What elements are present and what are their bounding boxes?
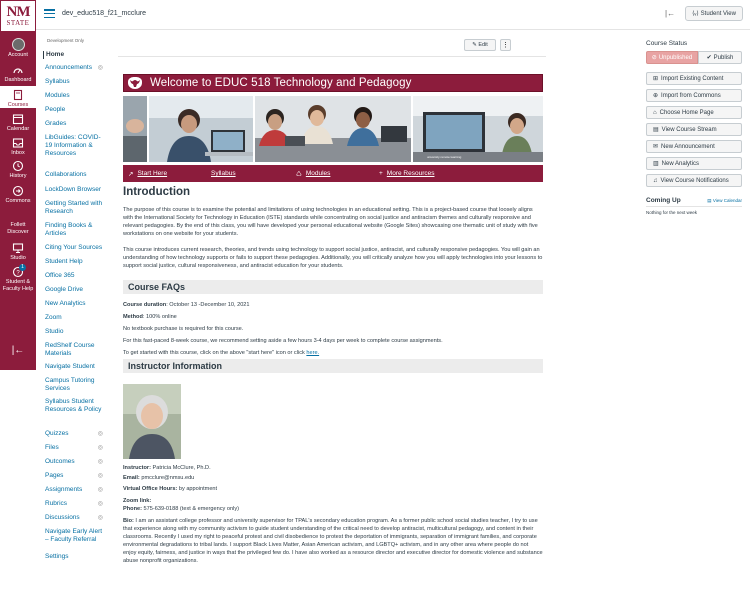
course-nav-label: Navigate Early Alert – Faculty Referral	[45, 528, 103, 543]
course-nav-item[interactable]	[43, 106, 105, 114]
course-action-label: View Course Stream	[661, 126, 717, 133]
instructor-heading: Instructor Information	[123, 359, 543, 373]
student-view-icon: ⟨ᵥ⟩	[692, 11, 699, 17]
phone-value: 575-639-0188 (text & emergency only)	[141, 506, 239, 512]
course-nav-item[interactable]	[43, 363, 105, 371]
email-label: Email:	[123, 475, 140, 481]
course-nav-item[interactable]	[43, 472, 105, 480]
hidden-eye-icon: ◎	[97, 445, 103, 451]
global-nav-help[interactable]	[0, 266, 36, 292]
import-icon: ⊞	[653, 76, 659, 82]
syllabus-link[interactable]	[211, 170, 236, 177]
intro-paragraph-1: The purpose of this course is to examine the potential and limitations of using technologies in an educational setting. This is a project-based course that loosely aligns with the International Society for Technology in Education (ISTE) standards while concentrating on social justice and antiracism themes and culturally responsive and relevant pedagogies. By the end of this class, you will have developed your personal educational website (Google Sites) showcasing one thematic unit of study with five workstations on one website for your students.	[123, 207, 538, 237]
hero-caption: university remote learning	[427, 155, 462, 159]
course-nav-item[interactable]	[43, 134, 105, 158]
divider	[118, 56, 546, 57]
logo-bottom: STATE	[6, 19, 30, 27]
course-nav-label: Citing Your Sources	[45, 244, 103, 251]
here-link[interactable]: here.	[306, 350, 320, 356]
home-icon: ⌂	[653, 109, 657, 116]
course-nav-item[interactable]	[43, 514, 105, 522]
hidden-eye-icon: ◎	[97, 431, 103, 437]
hamburger-menu-icon[interactable]	[44, 9, 55, 18]
instructor-label: Instructor:	[123, 465, 151, 471]
course-action-button[interactable]	[646, 106, 742, 119]
hidden-eye-icon: ◎	[97, 65, 103, 71]
welcome-banner	[123, 74, 543, 92]
course-nav-label: Syllabus	[45, 78, 70, 85]
student-view-button[interactable]	[685, 6, 743, 21]
global-nav-label: Inbox	[11, 150, 25, 156]
course-nav-item[interactable]	[43, 342, 105, 358]
global-nav-label: History	[9, 173, 27, 179]
course-status-toggle	[646, 51, 742, 64]
global-nav-label: Studio	[10, 255, 26, 261]
email-value: pmcclure@nmsu.edu	[139, 475, 195, 481]
course-nav-label: Outcomes	[45, 458, 75, 465]
unpublish-label: Unpublished	[658, 54, 693, 61]
fast-paced-note: For this fast-paced 8-week course, we recommend setting aside a few hours 3-4 days per week to complete course assignments.	[123, 338, 443, 344]
global-nav-label: Dashboard	[4, 77, 32, 83]
duration-label: Course duration	[123, 302, 167, 308]
global-nav-label: Courses	[7, 102, 29, 108]
course-nav-item[interactable]	[43, 553, 105, 561]
method-value: : 100% online	[142, 314, 177, 320]
course-nav-label: Files	[45, 444, 59, 451]
link-label: Start Here	[137, 170, 168, 177]
commons-icon: ⊕	[653, 93, 659, 99]
course-nav-item[interactable]	[43, 430, 105, 438]
course-action-label: View Course Notifications	[660, 177, 729, 184]
course-action-button[interactable]	[646, 123, 742, 136]
global-nav-studio[interactable]	[0, 242, 36, 262]
course-nav-item[interactable]	[43, 258, 105, 266]
course-nav-label: Office 365	[45, 272, 75, 279]
more-options-button[interactable]: ⋮	[500, 39, 511, 51]
hidden-eye-icon: ◎	[97, 487, 103, 493]
global-nav-commons[interactable]	[0, 185, 36, 205]
collapse-sidebar-icon[interactable]: |←	[665, 9, 676, 18]
top-bar	[36, 0, 750, 30]
course-action-button[interactable]	[646, 140, 742, 153]
course-nav-item[interactable]	[43, 300, 105, 308]
hidden-eye-icon: ◎	[97, 515, 103, 521]
course-action-label: New Analytics	[661, 160, 700, 167]
instructor-phone	[123, 505, 239, 513]
unpublish-button[interactable]	[646, 51, 698, 64]
publish-label: Publish	[713, 54, 734, 61]
global-nav-label: Student & Faculty Help	[2, 279, 34, 292]
course-nav-label: People	[45, 106, 66, 113]
analytics-icon: ▥	[653, 161, 659, 167]
hero-image	[123, 96, 543, 162]
coming-up-header	[646, 197, 742, 204]
help-badge: 1	[19, 264, 26, 271]
course-nav-item[interactable]	[43, 314, 105, 322]
course-action-button[interactable]	[646, 72, 742, 85]
hero-panel-class	[255, 96, 411, 162]
course-nav-item[interactable]	[43, 222, 105, 238]
link-label: Modules	[305, 170, 331, 177]
course-nav-label: Grades	[45, 120, 67, 127]
global-nav-courses[interactable]	[0, 86, 36, 108]
instructor-name	[123, 464, 211, 472]
course-nav-item[interactable]	[43, 500, 105, 508]
course-nav-label: Pages	[45, 472, 64, 479]
aggie-logo-icon	[128, 77, 142, 89]
banner-title: Welcome to EDUC 518 Technology and Pedagogy	[150, 77, 412, 89]
publish-button[interactable]	[698, 51, 742, 64]
calendar-small-icon: ▤	[707, 197, 713, 203]
course-nav-item[interactable]	[43, 398, 105, 414]
pencil-icon: ✎	[472, 42, 479, 48]
course-status-label: Course Status	[646, 40, 688, 47]
instructor-email	[123, 474, 194, 482]
faq-heading: Course FAQs	[123, 280, 543, 294]
course-action-button[interactable]	[646, 174, 742, 187]
global-nav-label: Account	[8, 52, 28, 58]
hidden-eye-icon: ◎	[97, 459, 103, 465]
link-label: More Resources	[386, 170, 435, 177]
calendar-icon	[12, 113, 24, 125]
course-nav-item[interactable]	[43, 186, 105, 194]
global-nav-dashboard[interactable]	[0, 64, 36, 84]
course-nav-label: RedShelf Course Materials	[45, 342, 95, 357]
office-hours	[123, 485, 217, 493]
course-nav-label: Collaborations	[45, 171, 87, 178]
announcement-icon: ✉	[653, 144, 659, 150]
global-nav-label: Calendar	[6, 126, 30, 132]
global-nav-calendar[interactable]	[0, 113, 36, 133]
global-nav-account[interactable]	[0, 38, 36, 59]
course-nav-item[interactable]	[43, 458, 105, 466]
global-nav	[0, 0, 36, 370]
check-circle-icon: ✔	[706, 55, 712, 61]
course-nav-label: Google Drive	[45, 286, 83, 293]
global-nav-label: Follett Discover	[7, 222, 29, 235]
logo-top: NM	[6, 4, 30, 20]
textbook-note: No textbook purchase is required for this course.	[123, 326, 244, 332]
bio-label: Bio:	[123, 518, 134, 524]
clock-icon	[12, 160, 24, 172]
divider	[646, 206, 742, 207]
course-nav-item[interactable]	[43, 286, 105, 294]
view-calendar-link[interactable]	[707, 198, 742, 204]
start-here-link[interactable]	[128, 170, 167, 178]
unpublished-icon: ⊘	[651, 55, 657, 61]
plus-icon: +	[379, 170, 383, 177]
modules-link[interactable]	[296, 170, 330, 178]
course-action-label: Choose Home Page	[659, 109, 714, 116]
course-nav-label: Modules	[45, 92, 70, 99]
course-nav-label: Finding Books & Articles	[45, 222, 93, 237]
hero-panel-laptop	[413, 96, 543, 162]
course-nav-label: Assignments	[45, 486, 83, 493]
commons-icon	[12, 185, 24, 197]
get-started-text: To get started with this course, click on the above "start here" icon or click	[123, 350, 307, 356]
course-nav-label: Campus Tutoring Services	[45, 377, 95, 392]
global-nav-label: Commons	[5, 198, 31, 204]
bell-icon: ♫	[653, 177, 658, 184]
get-started-note	[123, 349, 319, 357]
course-nav-item[interactable]	[43, 528, 105, 544]
collapse-icon: |←	[11, 345, 25, 356]
course-nav-label: Navigate Student	[45, 363, 95, 370]
course-method	[123, 313, 177, 321]
hero-panel-student	[149, 96, 253, 162]
course-nav-label: LibGuides: COVID-19 Information & Resources	[45, 134, 101, 157]
course-nav-item[interactable]	[43, 200, 105, 216]
collapse-nav-button[interactable]	[0, 345, 36, 356]
stream-icon: ▤	[653, 127, 659, 133]
right-sidebar	[646, 40, 742, 215]
course-duration	[123, 301, 250, 309]
breadcrumb[interactable]: dev_educ518_f21_mcclure	[62, 10, 147, 17]
instructor-value: Patricia McClure, Ph.D.	[150, 465, 211, 471]
duration-value: : October 13 -December 10, 2021	[166, 302, 250, 308]
coming-up-title: Coming Up	[646, 197, 681, 204]
course-nav-item[interactable]	[43, 51, 105, 59]
course-nav-label: New Analytics	[45, 300, 86, 307]
course-nav-item[interactable]	[43, 272, 105, 280]
course-nav-item[interactable]	[43, 328, 105, 336]
quick-links-bar	[123, 165, 543, 182]
dev-only-label: Development Only	[47, 38, 85, 43]
course-nav-label: Settings	[45, 553, 69, 560]
course-nav-item[interactable]	[43, 120, 105, 128]
student-view-label: Student View	[700, 10, 736, 17]
intro-heading: Introduction	[123, 186, 191, 198]
link-label: Syllabus	[211, 170, 236, 177]
course-nav-label: Quizzes	[45, 430, 69, 437]
course-nav	[43, 38, 105, 560]
edit-button[interactable]	[464, 39, 496, 51]
global-nav-history[interactable]	[0, 160, 36, 180]
bio-value: I am an assistant college professor and university supervisor for TPAL's secondary education program. As a former public school social studies teacher, I try to use that experience along with my community activism to guide student understanding of the critical need to develop antiracist, multicultural pedagogy, and content in their classrooms. Recently I used my right to peaceful protest and civil disobedience to protest the deportation of immigrants, separation of immigrant families, and corporate environmental degradations to tribal lands. I support Black Lives Matter, Asian American activism, and LGBTQ+ activism, and in any other area where people do not enjoy equity, fairness, and justice in ways that the privileged few do. I have also worked as a resource director and executive director for domestic violence and substance abuse nonprofit organizations.	[123, 518, 543, 564]
global-nav-inbox[interactable]	[0, 137, 36, 157]
course-nav-item[interactable]	[43, 377, 105, 393]
course-nav-label: Discussions	[45, 514, 80, 521]
nmsu-logo[interactable]	[0, 0, 36, 32]
course-nav-item[interactable]	[43, 444, 105, 452]
intro-paragraph-2: This course introduces current research, theories, and trends using technology to support social justice, antiracist, and culturally responsive pedagogies. You will gain an understanding of how technology supports or fails to support these pedagogies. Additionally, you will critically analyze how you will apply technologies into your lessons to support social justice, cultural responsiveness, and antiracist education for your students.	[123, 247, 543, 269]
arrow-icon: ↗	[128, 170, 134, 178]
course-nav-label: Rubrics	[45, 500, 68, 507]
modules-icon: ♺	[296, 170, 302, 178]
svg-text:?: ?	[16, 270, 20, 277]
book-icon	[12, 89, 24, 101]
course-nav-label: Announcements	[45, 64, 92, 71]
edit-label: Edit	[478, 42, 488, 48]
hidden-eye-icon: ◎	[97, 473, 103, 479]
hours-label: Virtual Office Hours:	[123, 486, 178, 492]
account-avatar	[12, 38, 25, 51]
course-nav-label: Home	[46, 51, 65, 58]
course-nav-label: Syllabus Student Resources & Policy	[45, 398, 102, 413]
phone-label: Phone:	[123, 506, 142, 512]
method-label: Method	[123, 314, 143, 320]
course-nav-item[interactable]	[43, 171, 105, 179]
course-action-button[interactable]	[646, 89, 742, 102]
course-nav-label: Zoom	[45, 314, 62, 321]
course-nav-item[interactable]	[43, 92, 105, 100]
hidden-eye-icon: ◎	[97, 501, 103, 507]
course-nav-item[interactable]	[43, 78, 105, 86]
zoom-link	[123, 497, 151, 505]
course-nav-label: Student Help	[45, 258, 83, 265]
course-action-label: Import from Commons	[661, 92, 721, 99]
instructor-photo	[123, 384, 181, 459]
zoom-label: Zoom link:	[123, 498, 152, 504]
course-nav-label: Studio	[45, 328, 64, 335]
coming-up-empty: Nothing for the next week	[646, 210, 698, 215]
more-resources-link[interactable]	[379, 170, 434, 177]
course-action-button[interactable]	[646, 157, 742, 170]
course-action-label: New Announcement	[661, 143, 715, 150]
course-nav-label: Getting Started with Research	[45, 200, 103, 215]
course-nav-label: LockDown Browser	[45, 186, 101, 193]
studio-icon	[12, 242, 24, 254]
global-nav-follett[interactable]	[0, 222, 36, 235]
instructor-bio	[123, 517, 543, 565]
inbox-icon	[12, 137, 24, 149]
hours-value: by appointment	[177, 486, 218, 492]
course-action-label: Import Existing Content	[661, 75, 724, 82]
dashboard-icon	[12, 64, 24, 76]
course-nav-item[interactable]	[43, 486, 105, 494]
course-nav-item[interactable]	[43, 244, 105, 252]
view-calendar-label: View Calendar	[712, 197, 742, 203]
course-actions	[646, 72, 742, 187]
course-nav-item[interactable]	[43, 64, 105, 72]
hero-panel-hands	[123, 96, 147, 162]
